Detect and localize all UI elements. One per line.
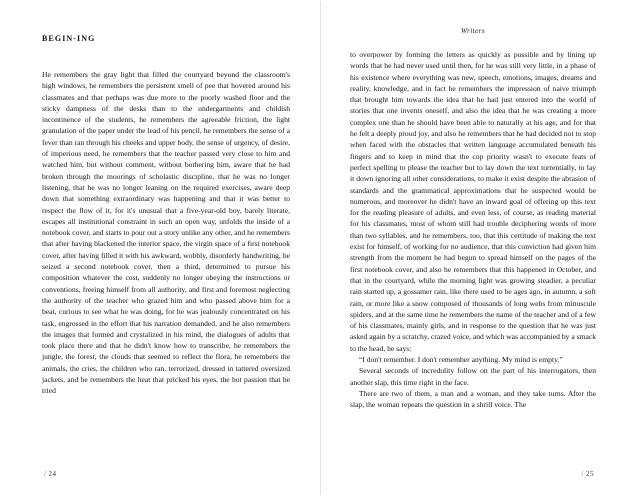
page-number: 24 xyxy=(48,470,57,478)
paragraph: to overpower by forming the letters as quickly as possible and by lining up words that he had never used until then, for he was still very little, in a phase of his existence where everything was new, speech, emotions, images, dreams and reality, knowledge, and in fact he remembers the impression of naive triumph that brought him towards the idea that he had just entered into the world of stories that one invents oneself, and also the idea that he was creating a more complex one than he should have been able to naturally at his age, and for that he felt a deeply proud joy, and also he remembers that he had decided not to stop when faced with the obstacles that written language accumulated beneath his fingers and to keep in mind that the cop priority wasn't to execute feats of perfect spelling to please the teacher but to lay down the text torrentially, to lay it down ignoring all other considerations, to make it exist despite the abrasion of standards and the grammatical approximations that he suspected would be numerous, and moreover he didn't have an inward goal of offering up this text for the reading pleasure of adults, and even less, of course, as reading material for his classmates, most of whom still had trouble deciphering words of more than two syllables, and he remembers, too, that this certitude of making the text exist for himself, of working for no audience, that this conviction had given him strength from the moment he had begun to spread himself on the pages of the first notebook cover, and also he remembers that this happened in October, and that in the courtyard, while the morning light was growing steadier, a peculiar rain started up, a gossamer rain, like there used to be ages ago, in autumn, a soft rain, or more like a snow composed of thousands of long webs from minuscule spiders, and at the same time he remembers the name of the teacher and of a few of his classmates, mainly girls, and in response to the question that he was just asked again by a scratchy, crazed voice, and which was accompanied by a smack to the head, he says: xyxy=(350,50,596,353)
folio-right xyxy=(582,470,594,478)
paragraph: There are two of them, a man and a woman, and they take turns. After the slap, the woman repeats the question in a shrill voice. The xyxy=(350,388,596,410)
right-page xyxy=(320,0,640,496)
paragraph: Several seconds of incredulity follow on the part of his interrogators, then another slap, this time right in the face. xyxy=(350,366,596,387)
right-page-body xyxy=(350,49,596,411)
left-page-body xyxy=(42,69,290,397)
paragraph: He remembers the gray light that filled the courtyard beyond the classroom's high windows, he remembers the persistent smell of pee that hovered around his classmates and that perhaps was due more to the poorly washed floor and the sticky dampness of the desks than to the undergarments and childish incontinence of the students, he remembers the agreeable friction, the light granulation of the paper under the lead of his pencil, he remembers the sense of a fever than ran through his cheeks and upper body, the sense of urgency, of desire, of imperious need, he remembers that the teacher passed very close to him and watched him, but without comment, without bothering him, aware that he had broken through the moorings of scholastic discipline, that he was no longer listening, that he was no longer leaning on the required exercises, aware deep down that something extraordinary was happening and that it was better to respect the flow of it, for it's unusual that a five-year-old boy, barely literate, escapes all institutional constraint in such an open way, unfolds the inside of a notebook cover, and starts to pour out a story unlike any other, and he remembers that after having blackened the interior space, the virgin space of a first notebook cover, after having filled it with his awkward, wobbly, disorderly handwriting, he seized a second notebook cover, then a third, determined to pursue his composition whatever the cost, suddenly no longer obeying the instructions or conventions, freeing himself from all authority, and first and foremost neglecting the authority of the teacher who grazed him and who passed above him for a beat, curious to see what he was doing, for he was jealously concentrated on his task, engrossed in the effort that his narration demanded, and he also remembers the images that formed and crystalized in his mind, the dialogues of adults that took place there and that he didn't know how to transcribe, he remembers the jungle, the forest, the clouds that seemed to reflect the flora, he remembers the animals, the cries, the children who ran, terrorized, dressed in tattered oversized jackets, and he remembers the heat that pricked his eyes, the hot passion that he tried xyxy=(42,70,290,396)
folio-left xyxy=(44,470,56,478)
running-head: Writers xyxy=(460,26,486,35)
folio-mark: / xyxy=(44,470,47,478)
paragraph: “I don't remember. I don't remember anything. My mind is empty.” xyxy=(359,355,563,365)
chapter-heading: BEGIN-ING xyxy=(42,34,96,43)
folio-mark: / xyxy=(581,470,584,478)
page-number: 25 xyxy=(586,470,594,478)
